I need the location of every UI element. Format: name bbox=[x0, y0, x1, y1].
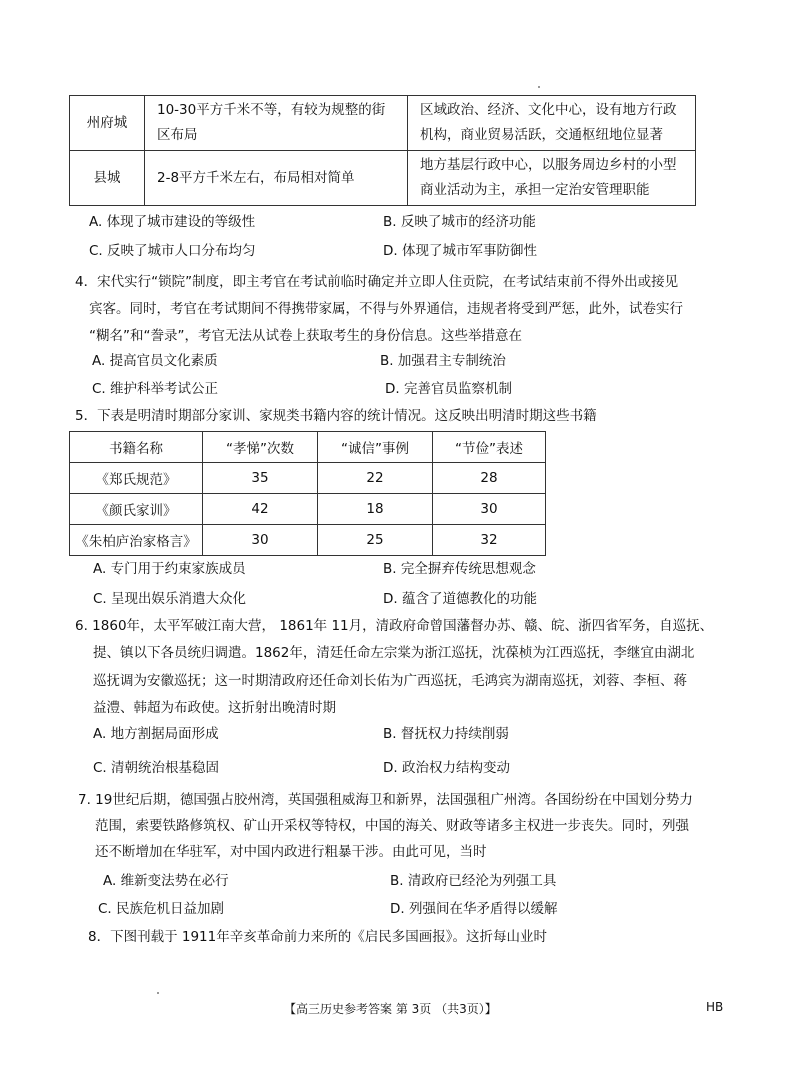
table-cell: 地方基层行政中心，以服务周边乡村的小型 商业活动为主，承担一定治安管理职能 bbox=[408, 151, 696, 206]
table-cell: 10-30平方千米不等，有较为规整的街 区布局 bbox=[145, 96, 408, 151]
q4-option-b[interactable]: B. 加强君主专制统治 bbox=[380, 353, 506, 369]
table-cell: 《朱柏庐治家格言》 bbox=[70, 525, 203, 556]
table-row bbox=[70, 525, 546, 556]
table-header-cell: “诚信”事例 bbox=[318, 432, 433, 463]
q6-option-c[interactable]: C. 清朝统治根基稳固 bbox=[93, 760, 220, 776]
q7-option-b[interactable]: B. 清政府已经沦为列强工具 bbox=[390, 873, 557, 889]
table-cell: 30 bbox=[433, 494, 546, 525]
scan-dot bbox=[157, 992, 159, 994]
q7-option-d[interactable]: D. 列强间在华矛盾得以缓解 bbox=[390, 901, 558, 917]
table-cell: 22 bbox=[318, 463, 433, 494]
q5-option-b[interactable]: B. 完全摒弃传统思想观念 bbox=[383, 561, 536, 577]
scan-dot bbox=[538, 86, 540, 88]
table-header-cell: “节俭”表述 bbox=[433, 432, 546, 463]
table-row bbox=[70, 151, 696, 206]
q7-stem-line: 还不断增加在华驻军，对中国内政进行粗暴干涉。由此可见，当时 bbox=[95, 844, 487, 860]
q6-stem-line: 巡抚调为安徽巡抚；这一时期清政府还任命刘长佑为广西巡抚，毛鸿宾为湖南巡抚，刘蓉、李桓、蒋 bbox=[93, 673, 687, 689]
table-cell: 2-8平方千米左右，布局相对简单 bbox=[145, 151, 408, 206]
table-cell: 28 bbox=[433, 463, 546, 494]
q7-stem-line: 7. 19世纪后期，德国强占胶州湾，英国强租威海卫和新界，法国强租广州湾。各国纷纷在中国划分势力 bbox=[78, 792, 693, 808]
table-header-row bbox=[70, 432, 546, 463]
q6-stem-line: 益澧、韩超为布政使。这折射出晚清时期 bbox=[93, 700, 336, 716]
q4-option-a[interactable]: A. 提高官员文化素质 bbox=[92, 353, 218, 369]
table-cell: 县城 bbox=[70, 151, 145, 206]
table-cell: 35 bbox=[203, 463, 318, 494]
table-cell: 42 bbox=[203, 494, 318, 525]
table-cell: 30 bbox=[203, 525, 318, 556]
q7-stem-line: 范围，索要铁路修筑权、矿山开采权等特权，中国的海关、财政等诸多主权进一步丧失。同时，列强 bbox=[95, 818, 689, 834]
q3-option-b[interactable]: B. 反映了城市的经济功能 bbox=[383, 214, 536, 230]
q4-stem-line: 4．宋代实行“锁院”制度，即主考官在考试前临时确定并立即人住贡院，在考试结束前不得外出或接见 bbox=[75, 274, 679, 290]
q3-option-d[interactable]: D. 体现了城市军事防御性 bbox=[383, 243, 537, 259]
q7-option-c[interactable]: C. 民族危机日益加剧 bbox=[98, 901, 225, 917]
q6-option-b[interactable]: B. 督抚权力持续削弱 bbox=[383, 726, 509, 742]
q3-option-a[interactable]: A. 体现了城市建设的等级性 bbox=[89, 214, 256, 230]
q5-option-a[interactable]: A. 专门用于约束家族成员 bbox=[93, 561, 246, 577]
q3-option-c[interactable]: C. 反映了城市人口分布均匀 bbox=[89, 243, 256, 259]
page-footer-title: 【高三历史参考答案 第 3页 （共3页）】 bbox=[284, 1002, 497, 1016]
q8-stem: 8．下图刊载于 1911年辛亥革命前力来所的《启民多国画报》。这折每山业时 bbox=[88, 929, 547, 945]
q4-stem-line: “糊名”和“誊录”，考官无法从试卷上获取考生的身份信息。这些举措意在 bbox=[89, 328, 522, 344]
q6-stem-line: 提、镇以下各员统归调遣。1862年，清廷任命左宗棠为浙江巡抚，沈葆桢为江西巡抚，李继宜由湖北 bbox=[93, 645, 695, 661]
q5-option-d[interactable]: D. 蕴含了道德教化的功能 bbox=[383, 591, 537, 607]
q4-stem-line: 宾客。同时，考官在考试期间不得携带家属，不得与外界通信，违规者将受到严惩，此外，试卷实行 bbox=[89, 301, 683, 317]
city-level-table bbox=[69, 95, 696, 206]
table-cell: 州府城 bbox=[70, 96, 145, 151]
table-header-cell: 书籍名称 bbox=[70, 432, 203, 463]
table-cell: 32 bbox=[433, 525, 546, 556]
table-cell: 区域政治、经济、文化中心，设有地方行政 机构，商业贸易活跃，交通枢纽地位显著 bbox=[408, 96, 696, 151]
table-header-cell: “孝悌”次数 bbox=[203, 432, 318, 463]
q5-option-c[interactable]: C. 呈现出娱乐消遣大众化 bbox=[93, 591, 247, 607]
table-row bbox=[70, 96, 696, 151]
q7-option-a[interactable]: A. 维新变法势在必行 bbox=[103, 873, 229, 889]
table-cell: 《郑氏规范》 bbox=[70, 463, 203, 494]
page-footer-code: HB bbox=[706, 1000, 724, 1014]
table-cell: 18 bbox=[318, 494, 433, 525]
book-stats-table bbox=[69, 431, 546, 556]
table-cell: 25 bbox=[318, 525, 433, 556]
table-cell: 《颜氏家训》 bbox=[70, 494, 203, 525]
q6-option-d[interactable]: D. 政治权力结构变动 bbox=[383, 760, 510, 776]
q4-option-c[interactable]: C. 维护科举考试公正 bbox=[92, 381, 219, 397]
q6-option-a[interactable]: A. 地方割据局面形成 bbox=[93, 726, 219, 742]
q5-stem: 5．下表是明清时期部分家训、家规类书籍内容的统计情况。这反映出明清时期这些书籍 bbox=[75, 408, 597, 424]
table-row bbox=[70, 494, 546, 525]
q6-stem-line: 6. 1860年，太平军破江南大营， 1861年 11月，清政府命曾国藩督办苏、赣、皖、浙四省军务，自巡抚、 bbox=[75, 618, 714, 634]
table-row bbox=[70, 463, 546, 494]
q4-option-d[interactable]: D. 完善官员监察机制 bbox=[385, 381, 512, 397]
